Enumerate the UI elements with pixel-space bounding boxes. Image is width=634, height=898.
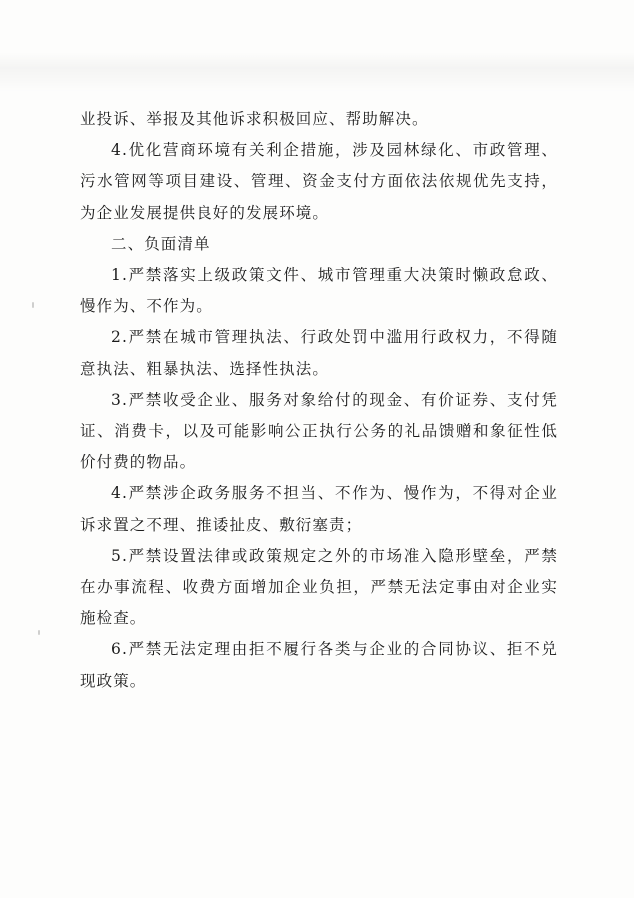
continued-paragraph: 业投诉、举报及其他诉求积极回应、帮助解决。 — [80, 110, 429, 128]
document-body — [80, 104, 558, 697]
negative-item-6: 6.严禁无法定理由拒不履行各类与企业的合同协议、拒不兑现政策。 — [80, 640, 558, 690]
negative-item-2: 2.严禁在城市管理执法、行政处罚中滥用行政权力，不得随意执法、粗暴执法、选择性执法。 — [80, 328, 558, 378]
negative-item-5: 5.严禁设置法律或政策规定之外的市场准入隐形壁垒，严禁在办事流程、收费方面增加企业负担，严禁无法定事由对企业实施检查。 — [80, 546, 558, 628]
positive-item-4: 4.优化营商环境有关利企措施，涉及园林绿化、市政管理、污水管网等项目建设、管理、资金支付方面依法依规优先支持，为企业发展提供良好的发展环境。 — [80, 141, 558, 222]
negative-item-3: 3.严禁收受企业、服务对象给付的现金、有价证券、支付凭证、消费卡，以及可能影响公正执行公务的礼品馈赠和象征性低价付费的物品。 — [80, 390, 558, 472]
negative-item-4: 4.严禁涉企政务服务不担当、不作为、慢作为，不得对企业诉求置之不理、推诿扯皮、敷衍塞责； — [80, 484, 558, 534]
scan-speck — [32, 302, 34, 308]
scan-speck — [38, 630, 40, 635]
scan-shadow-band — [0, 52, 634, 92]
negative-item-1: 1.严禁落实上级政策文件、城市管理重大决策时懒政怠政、慢作为、不作为。 — [80, 266, 558, 316]
section-heading-negative-list: 二、负面清单 — [111, 234, 211, 253]
